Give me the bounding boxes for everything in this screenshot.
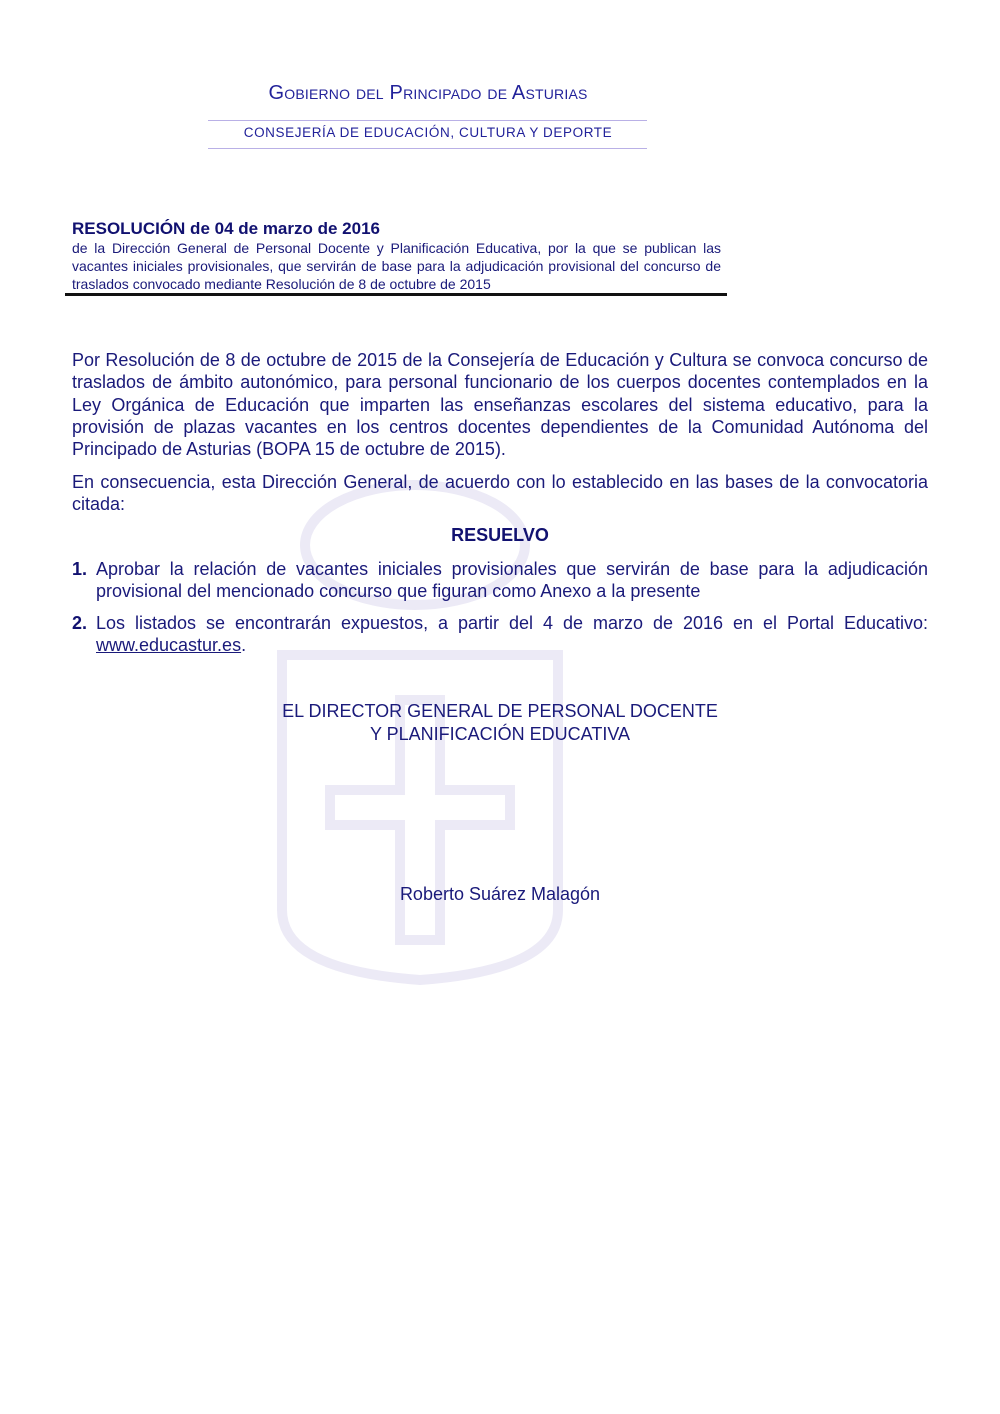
header-divider-bottom xyxy=(208,148,647,149)
resolution-heading xyxy=(72,219,721,293)
resolution-title: RESOLUCIÓN de 04 de marzo de 2016 xyxy=(72,219,380,238)
signature-title xyxy=(250,700,750,745)
resuelvo-heading: RESUELVO xyxy=(451,525,549,545)
department-header: CONSEJERÍA DE EDUCACIÓN, CULTURA Y DEPORTE xyxy=(243,125,613,140)
resolution-subtitle: de la Dirección General de Personal Docente y Planificación Educativa, por la que se publican las vacantes iniciales provisionales, que servirán de base para la adjudicación provisional del concurso de traslados convocado mediante Resolución de 8 de octubre de 2015 xyxy=(72,240,721,292)
paragraph-consequence: En consecuencia, esta Dirección General, de acuerdo con lo establecido en las bases de la convocatoria citada: xyxy=(72,472,928,515)
signatory-name: Roberto Suárez Malagón xyxy=(399,884,601,904)
item-text-end: . xyxy=(241,635,247,656)
item-text: Los listados se encontrarán expuestos, a partir del 4 de marzo de 2016 en el Portal Educativo: xyxy=(96,613,928,633)
signature-line-1: EL DIRECTOR GENERAL DE PERSONAL DOCENTE xyxy=(282,701,718,721)
paragraph-preamble: Por Resolución de 8 de octubre de 2015 de la Consejería de Educación y Cultura se convoca concurso de traslados de ámbito autonómico, para personal funcionario de los cuerpos docentes contemplados en la Ley Orgánica de Educación que imparten las enseñanzas escolares del sistema educativo, para la provisión de plazas vacantes en los centros docentes dependientes de la Comunidad Autónoma del Principado de Asturias (BOPA 15 de octubre de 2015). xyxy=(72,350,928,460)
item-text: Aprobar la relación de vacantes iniciales provisionales que servirán de base para la adjudicación provisional del mencionado concurso que figuran como Anexo a la presente xyxy=(96,559,928,602)
resolution-underline xyxy=(65,293,727,296)
item-number: 2. xyxy=(72,613,88,633)
header-divider-top xyxy=(208,120,647,121)
resolution-item-1 xyxy=(72,558,928,603)
educastur-link[interactable]: www.educastur.es xyxy=(96,635,242,656)
government-header: Gobierno del Principado de Asturias xyxy=(268,82,588,104)
signature-line-2: Y PLANIFICACIÓN EDUCATIVA xyxy=(369,723,631,744)
item-number: 1. xyxy=(72,559,88,579)
resolution-item-2 xyxy=(72,612,928,657)
